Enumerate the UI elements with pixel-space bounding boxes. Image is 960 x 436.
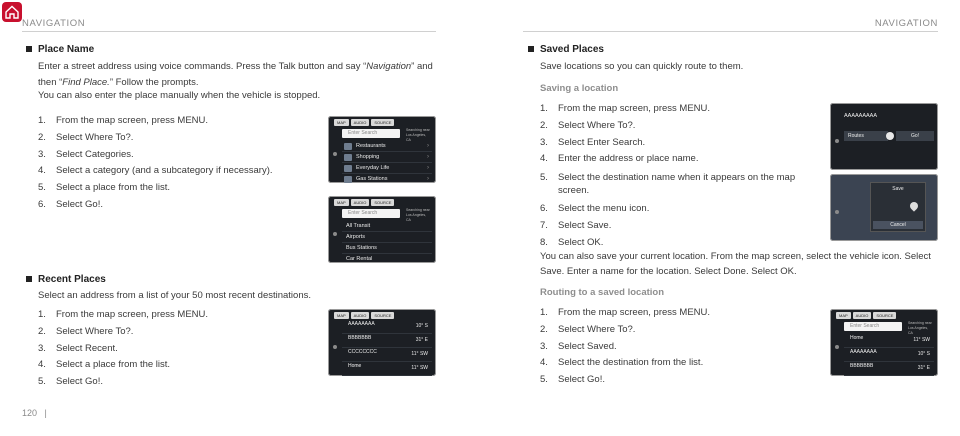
place-name-intro: Enter a street address using voice commands. Press the Talk button and say “Navigation” and then “Find Place.” Follow the prompts. [38, 61, 433, 88]
step-item: 1. From the map screen, press MENU. [540, 103, 711, 114]
tab-audio: AUDIO [351, 119, 370, 126]
list-item: Restaurants › [342, 141, 432, 152]
list-item: Bus Stations [342, 243, 432, 254]
screen-search-field: Enter Search [342, 209, 400, 218]
step-item: 2. Select Where To?. [540, 119, 636, 131]
screen-tabs [334, 312, 394, 319]
screen-recent [328, 309, 436, 376]
list-item: BBBBBBB 31° E [342, 334, 432, 348]
step-item: 4. Select the destination from the list. [540, 357, 704, 369]
save-dialog-title: Save [892, 186, 904, 192]
screen-tabs [334, 199, 394, 206]
screen-scroll-indicator [332, 323, 338, 372]
tab-source: SOURCE [371, 199, 394, 206]
step-item: 1. From the map screen, press MENU. [38, 309, 209, 320]
screen-save-dialog [830, 174, 938, 241]
saving-steps [540, 101, 810, 168]
place-name-intro2: You can also enter the place manually when the vehicle is stopped. [38, 90, 321, 101]
screen-scroll-indicator [332, 130, 338, 179]
tab-map: MAP [334, 199, 349, 206]
save-current-location-note: You can also save your current location. From the map screen, select the vehicle icon. Select Save. Enter a name for the location. Select Done. Select OK. [540, 251, 931, 277]
step-item: 2. Select Where To?. [38, 325, 134, 337]
screen-scroll-indicator [834, 323, 840, 372]
list-item: Shopping › [342, 152, 432, 163]
screen-search-field: Enter Search [342, 129, 400, 138]
tab-map: MAP [334, 119, 349, 126]
category-icon [344, 176, 352, 183]
header-rule-left [22, 31, 436, 32]
step-item: 4. Enter the address or place name. [540, 153, 699, 165]
section-title-recent-places: Recent Places [38, 274, 106, 285]
saving-steps-continued [540, 171, 810, 251]
list-item: Home 11° SW [844, 334, 934, 348]
screen-tabs [334, 119, 394, 126]
tab-map: MAP [836, 312, 851, 319]
step-item: 5. Select Go!. [38, 376, 103, 388]
step-item: 6. Select Go!. [38, 198, 103, 210]
step-item: 3. Select Enter Search. [540, 136, 646, 148]
info-icon [886, 132, 894, 140]
step-item: 5. Select Go!. [540, 374, 605, 386]
list-item: Gas Stations › [342, 174, 432, 183]
category-icon [344, 143, 352, 150]
screen-scroll-indicator [834, 117, 840, 166]
step-item: 6. Select the menu icon. [540, 203, 650, 214]
step-item: 5. Select the destination name when it appears on the map screen. [540, 172, 796, 196]
tab-source: SOURCE [873, 312, 896, 319]
screen-scroll-indicator [834, 188, 840, 237]
step-item: 4. Select a place from the list. [38, 359, 171, 371]
screen-location-hint: Searching near Los Angeles, CA [406, 128, 430, 142]
screen-categories [328, 116, 436, 183]
header-left: NAVIGATION [22, 18, 86, 29]
screen-saved-list [830, 309, 938, 376]
step-item: 2. Select Where To?. [38, 131, 134, 143]
home-icon[interactable] [2, 2, 22, 22]
recent-places-intro: Select an address from a list of your 50 most recent destinations. [38, 290, 311, 301]
page-number: 120 | [22, 408, 47, 418]
screen-tabs [836, 312, 896, 319]
list-item: AAAAAAAA 10° S [844, 348, 934, 362]
screen-category-list [342, 141, 432, 183]
save-dialog-cancel: Cancel [873, 221, 923, 229]
subhead-routing-saved: Routing to a saved location [540, 287, 665, 298]
screen-scroll-indicator [332, 210, 338, 259]
header-rule-right [523, 31, 938, 32]
category-icon [344, 165, 352, 172]
step-item: 7. Select Save. [540, 219, 612, 231]
list-item: Car Rental [342, 254, 432, 263]
screen-subcategory-list [342, 221, 432, 263]
list-item: BBBBBBB 31° E [844, 362, 934, 376]
tab-source: SOURCE [371, 312, 394, 319]
list-item: Home 11° SW [342, 362, 432, 376]
screen-subcategories [328, 196, 436, 263]
subhead-saving-location: Saving a location [540, 83, 619, 94]
tab-audio: AUDIO [351, 199, 370, 206]
step-item: 5. Select a place from the list. [38, 182, 171, 194]
screen-go-button: Go! [896, 131, 934, 141]
screen-routes-button: Routes [844, 131, 888, 141]
bullet-square-icon [26, 276, 32, 282]
tab-source: SOURCE [371, 119, 394, 126]
screen-result-name: AAAAAAAAA [844, 113, 878, 119]
step-item: 4. Select a category (and a subcategory if necessary). [38, 165, 273, 177]
screen-recent-list [342, 320, 432, 376]
routing-steps [540, 305, 810, 389]
place-name-steps [38, 113, 328, 214]
bullet-square-icon [528, 46, 534, 52]
step-item: 3. Select Saved. [540, 340, 617, 352]
list-item: AAAAAAAA 10° S [342, 320, 432, 334]
step-item: 1. From the map screen, press MENU. [38, 115, 209, 126]
tab-map: MAP [334, 312, 349, 319]
step-item: 1. From the map screen, press MENU. [540, 307, 711, 318]
step-item: 2. Select Where To?. [540, 323, 636, 335]
category-icon [344, 154, 352, 161]
step-item: 3. Select Recent. [38, 342, 118, 354]
saved-places-intro: Save locations so you can quickly route to them. [540, 61, 744, 72]
screen-search-field: Enter Search [844, 322, 902, 331]
section-title-saved-places: Saved Places [540, 44, 604, 55]
tab-audio: AUDIO [351, 312, 370, 319]
screen-location-hint: Searching near Los Angeles, CA [406, 208, 430, 222]
screen-saved-rows [844, 334, 934, 376]
step-item: 3. Select Categories. [38, 148, 134, 160]
list-item: CCCCCCCC 11° SW [342, 348, 432, 362]
list-item: Airports [342, 232, 432, 243]
section-title-place-name: Place Name [38, 44, 95, 55]
list-item: All Transit [342, 221, 432, 232]
step-item: 8. Select OK. [540, 236, 604, 248]
screen-location-hint: Searching near Los Angeles, CA [908, 321, 932, 335]
header-right: NAVIGATION [874, 18, 938, 29]
screen-search-result [830, 103, 938, 170]
tab-audio: AUDIO [853, 312, 872, 319]
list-item: Everyday Life › [342, 163, 432, 174]
bullet-square-icon [26, 46, 32, 52]
recent-places-steps [38, 307, 328, 391]
